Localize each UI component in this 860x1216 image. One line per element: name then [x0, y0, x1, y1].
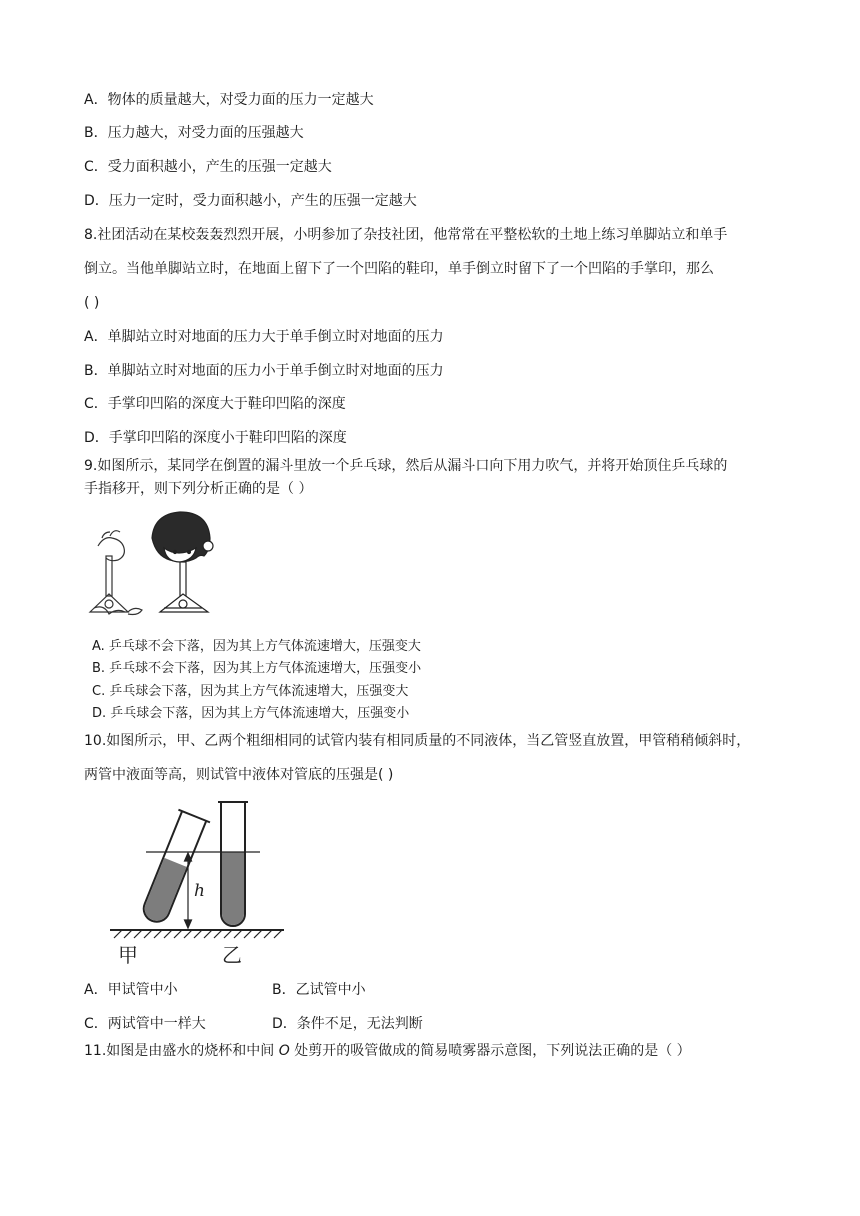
funnel-pingpong-figure	[80, 508, 230, 628]
q9-option-b: B. 乒乓球不会下落，因为其上方气体流速增大，压强变小	[92, 661, 422, 676]
q10-option-a: A．甲试管中小	[84, 982, 178, 998]
q11-stem-before: 11.如图是由盛水的烧杯和中间	[84, 1043, 279, 1059]
q9-stem-line-1: 9.如图所示，某同学在倒置的漏斗里放一个乒乓球，然后从漏斗口向下用力吹气，并将开始顶住乒乓球的	[84, 458, 728, 474]
q10-option-c: C．两试管中一样大	[84, 1016, 206, 1032]
tube-yi	[218, 802, 248, 926]
height-label: h	[194, 881, 205, 901]
tube-jia	[136, 810, 210, 928]
q10-option-b: B．乙试管中小	[272, 982, 366, 998]
tube-jia-label: 甲	[118, 943, 138, 967]
q10-stem-line-1: 10.如图所示，甲、乙两个粗细相同的试管内装有相同质量的不同液体，当乙管竖直放置，甲管稍稍倾斜时，	[84, 733, 751, 749]
q10-option-d: D．条件不足，无法判断	[272, 1016, 423, 1032]
q7-option-c: C．受力面积越小，产生的压强一定越大	[84, 159, 332, 175]
test-tubes-figure	[108, 800, 288, 968]
tube-yi-label: 乙	[222, 943, 242, 967]
ground-hatch	[110, 930, 284, 938]
q8-option-a: A．单脚站立时对地面的压力大于单手倒立时对地面的压力	[84, 329, 444, 345]
q9-option-c: C. 乒乓球会下落，因为其上方气体流速增大，压强变大	[92, 684, 409, 699]
q11-stem-after: 处剪开的吸管做成的简易喷雾器示意图，下列说法正确的是（ ）	[289, 1043, 691, 1059]
q8-option-b: B．单脚站立时对地面的压力小于单手倒立时对地面的压力	[84, 363, 444, 379]
q7-option-d: D．压力一定时，受力面积越小，产生的压强一定越大	[84, 193, 417, 209]
q8-option-c: C．手掌印凹陷的深度大于鞋印凹陷的深度	[84, 396, 346, 412]
q8-stem-line-2: 倒立。当他单脚站立时，在地面上留下了一个凹陷的鞋印，单手倒立时留下了一个凹陷的手掌印，那么	[84, 261, 714, 277]
q7-option-a: A．物体的质量越大，对受力面的压力一定越大	[84, 92, 374, 108]
q11-stem	[84, 1041, 691, 1061]
q9-stem-line-2: 手指移开，则下列分析正确的是（ ）	[84, 481, 313, 497]
hand-funnel-drawing	[90, 531, 142, 615]
q8-stem-line-1: 8.社团活动在某校轰轰烈烈开展，小明参加了杂技社团，他常常在平整松软的土地上练习单脚站立和单手	[84, 227, 728, 243]
q10-stem-line-2: 两管中液面等高，则试管中液体对管底的压强是( )	[84, 767, 394, 783]
q11-point-o: O	[278, 1043, 290, 1059]
student-blowing-drawing	[152, 512, 213, 612]
q9-option-a: A. 乒乓球不会下落，因为其上方气体流速增大，压强变大	[92, 639, 421, 654]
q9-option-d: D. 乒乓球会下落，因为其上方气体流速增大，压强变小	[92, 706, 410, 721]
q8-stem-blank: ( )	[84, 295, 100, 311]
q7-option-b: B．压力越大，对受力面的压强越大	[84, 125, 304, 141]
q8-option-d: D．手掌印凹陷的深度小于鞋印凹陷的深度	[84, 430, 347, 446]
